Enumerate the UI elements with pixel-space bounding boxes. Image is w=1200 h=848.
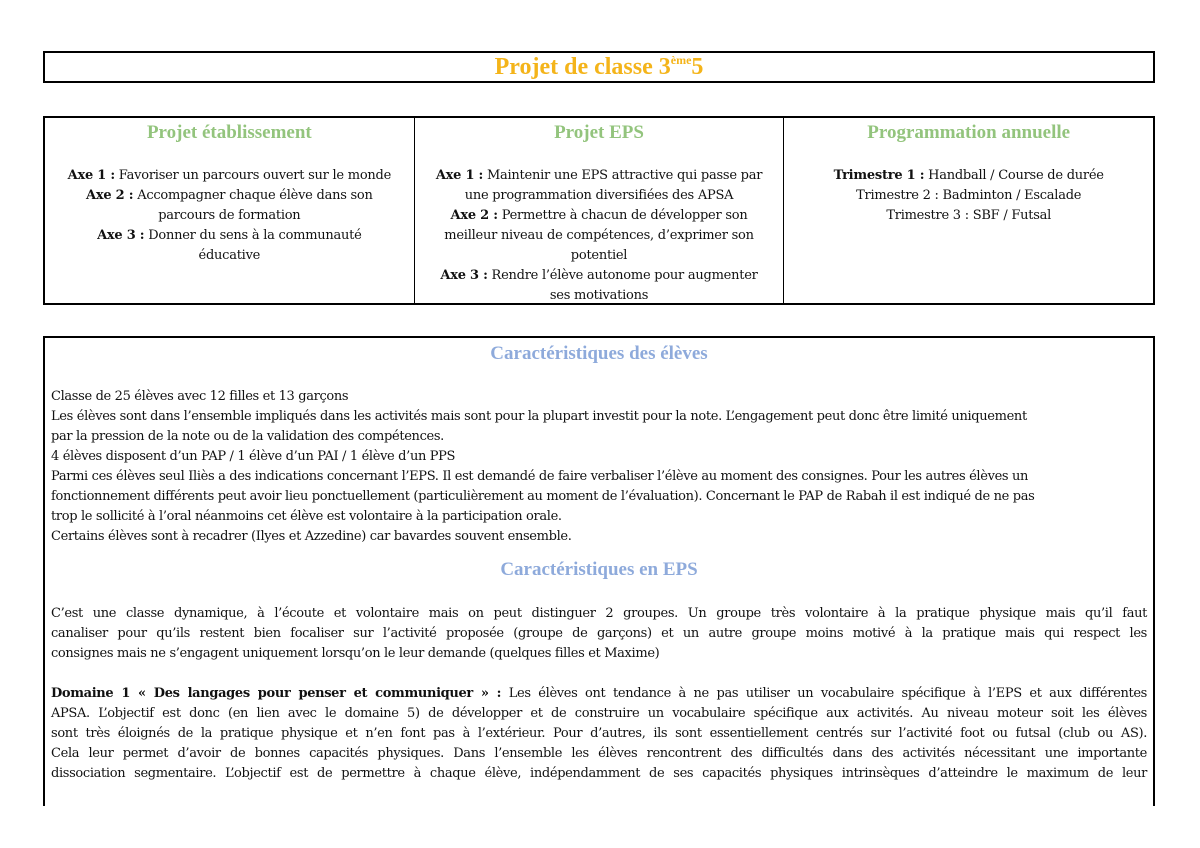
column-lines	[419, 166, 780, 306]
projects-table	[43, 116, 1155, 305]
column-title: Projet établissement	[146, 122, 312, 143]
project-line: Axe 3 : Donner du sens à la communauté	[97, 228, 362, 243]
project-line: potentiel	[570, 248, 628, 263]
eps-paragraph	[51, 604, 1147, 664]
text-line: par la pression de la note ou de la validation des compétences.	[51, 429, 444, 444]
text-line: trop le sollicité à l’oral néanmoins cet élève est volontaire à la participation orale.	[51, 509, 562, 524]
text-line: Certains élèves sont à recadrer (Ilyes et Azzedine) car bavardes souvent ensemble.	[51, 529, 572, 544]
text-line: 4 élèves disposent d’un PAP / 1 élève d’un PAI / 1 élève d’un PPS	[51, 449, 456, 464]
students-section-title: Caractéristiques des élèves	[490, 343, 708, 364]
column-title: Projet EPS	[554, 122, 644, 143]
text-line: fonctionnement différents peut avoir lieu ponctuellement (particulièrement au moment de l’évaluation). Concernant le PAP de Rabah il est indiqué de ne pas	[51, 489, 1035, 504]
project-line: Trimestre 3 : SBF / Futsal	[886, 208, 1052, 223]
text-line: Les élèves sont dans l’ensemble impliqués dans les activités mais sont pour la plupart investit pour la note. L’engagement peut donc être limité uniquement	[51, 409, 1027, 424]
project-line: Trimestre 1 : Handball / Course de durée	[833, 168, 1104, 183]
text-line: Cela leur permet d’avoir de bonnes capacités physiques. Dans l’ensemble les élèves rencontrent des difficultés dans des activités nécessitant une importante	[51, 746, 1147, 761]
page-title-box	[43, 51, 1155, 83]
eps-section-title: Caractéristiques en EPS	[500, 559, 698, 580]
project-line: Axe 1 : Favoriser un parcours ouvert sur le monde	[67, 168, 392, 183]
project-line: Axe 1 : Maintenir une EPS attractive qui passe par	[435, 168, 763, 183]
domain-paragraph	[51, 684, 1147, 784]
column-lines	[49, 166, 410, 266]
domain-heading: Domaine 1 « Des langages pour penser et communiquer » :	[51, 686, 502, 701]
programmation-annuelle-column	[784, 118, 1153, 303]
project-eps-column	[415, 118, 785, 303]
students-paragraph	[51, 387, 1147, 547]
project-line: Axe 3 : Rendre l’élève autonome pour augmenter	[440, 268, 758, 283]
text-line: sont très éloignés de la pratique physique et n’en font pas à l’extérieur. Pour d’autres, ils sont essentiellement centrés sur l’activité foot ou futsal (club ou AS).	[51, 726, 1147, 741]
project-line: ses motivations	[549, 288, 649, 303]
text-line: Classe de 25 élèves avec 12 filles et 13 garçons	[51, 389, 349, 404]
text-line: dissociation segmentaire. L’objectif est de permettre à chaque élève, indépendamment de ses capacités physiques intrinsèques d’atteindre le maximum de leur	[51, 766, 1147, 781]
project-etablissement-column	[45, 118, 415, 303]
project-line: Axe 2 : Permettre à chacun de développer son	[450, 208, 748, 223]
text-line: canaliser pour qu’ils restent bien focaliser sur l’activité proposée (groupe de garçons) et un autre groupe moins motivé à la pratique mais qui respect les	[51, 626, 1147, 641]
text-line: consignes mais ne s’engagent uniquement lorsqu’on le leur demande (quelques filles et Maxime)	[51, 646, 660, 661]
text-line: Parmi ces élèves seul Iliès a des indications concernant l’EPS. Il est demandé de faire verbaliser l’élève au moment des consignes. Pour les autres élèves un	[51, 469, 1029, 484]
paragraph-gap	[51, 664, 1147, 684]
project-line: une programmation diversifiées des APSA	[464, 188, 734, 203]
project-line: Trimestre 2 : Badminton / Escalade	[856, 188, 1082, 203]
project-line: éducative	[198, 248, 261, 263]
column-title: Programmation annuelle	[867, 122, 1071, 143]
text-line: APSA. L’objectif est donc (en lien avec le domaine 5) de développer et de construire un vocabulaire spécifique aux activités. Au niveau moteur soit les élèves	[51, 706, 1147, 721]
characteristics-box	[43, 336, 1155, 806]
column-lines	[788, 166, 1149, 226]
text-line: Domaine 1 « Des langages pour penser et communiquer » : Les élèves ont tendance à ne pas utiliser un vocabulaire spécifique à l’EPS et aux différentes	[51, 686, 1148, 701]
project-line: meilleur niveau de compétences, d’exprimer son	[444, 228, 754, 243]
page-title: Projet de classe 3ème5	[494, 53, 704, 80]
text-line: C’est une classe dynamique, à l’écoute et volontaire mais on peut distinguer 2 groupes. Un groupe très volontaire à la pratique physique mais qu’il faut	[51, 606, 1147, 621]
project-line: parcours de formation	[158, 208, 301, 223]
project-line: Axe 2 : Accompagner chaque élève dans son	[86, 188, 373, 203]
